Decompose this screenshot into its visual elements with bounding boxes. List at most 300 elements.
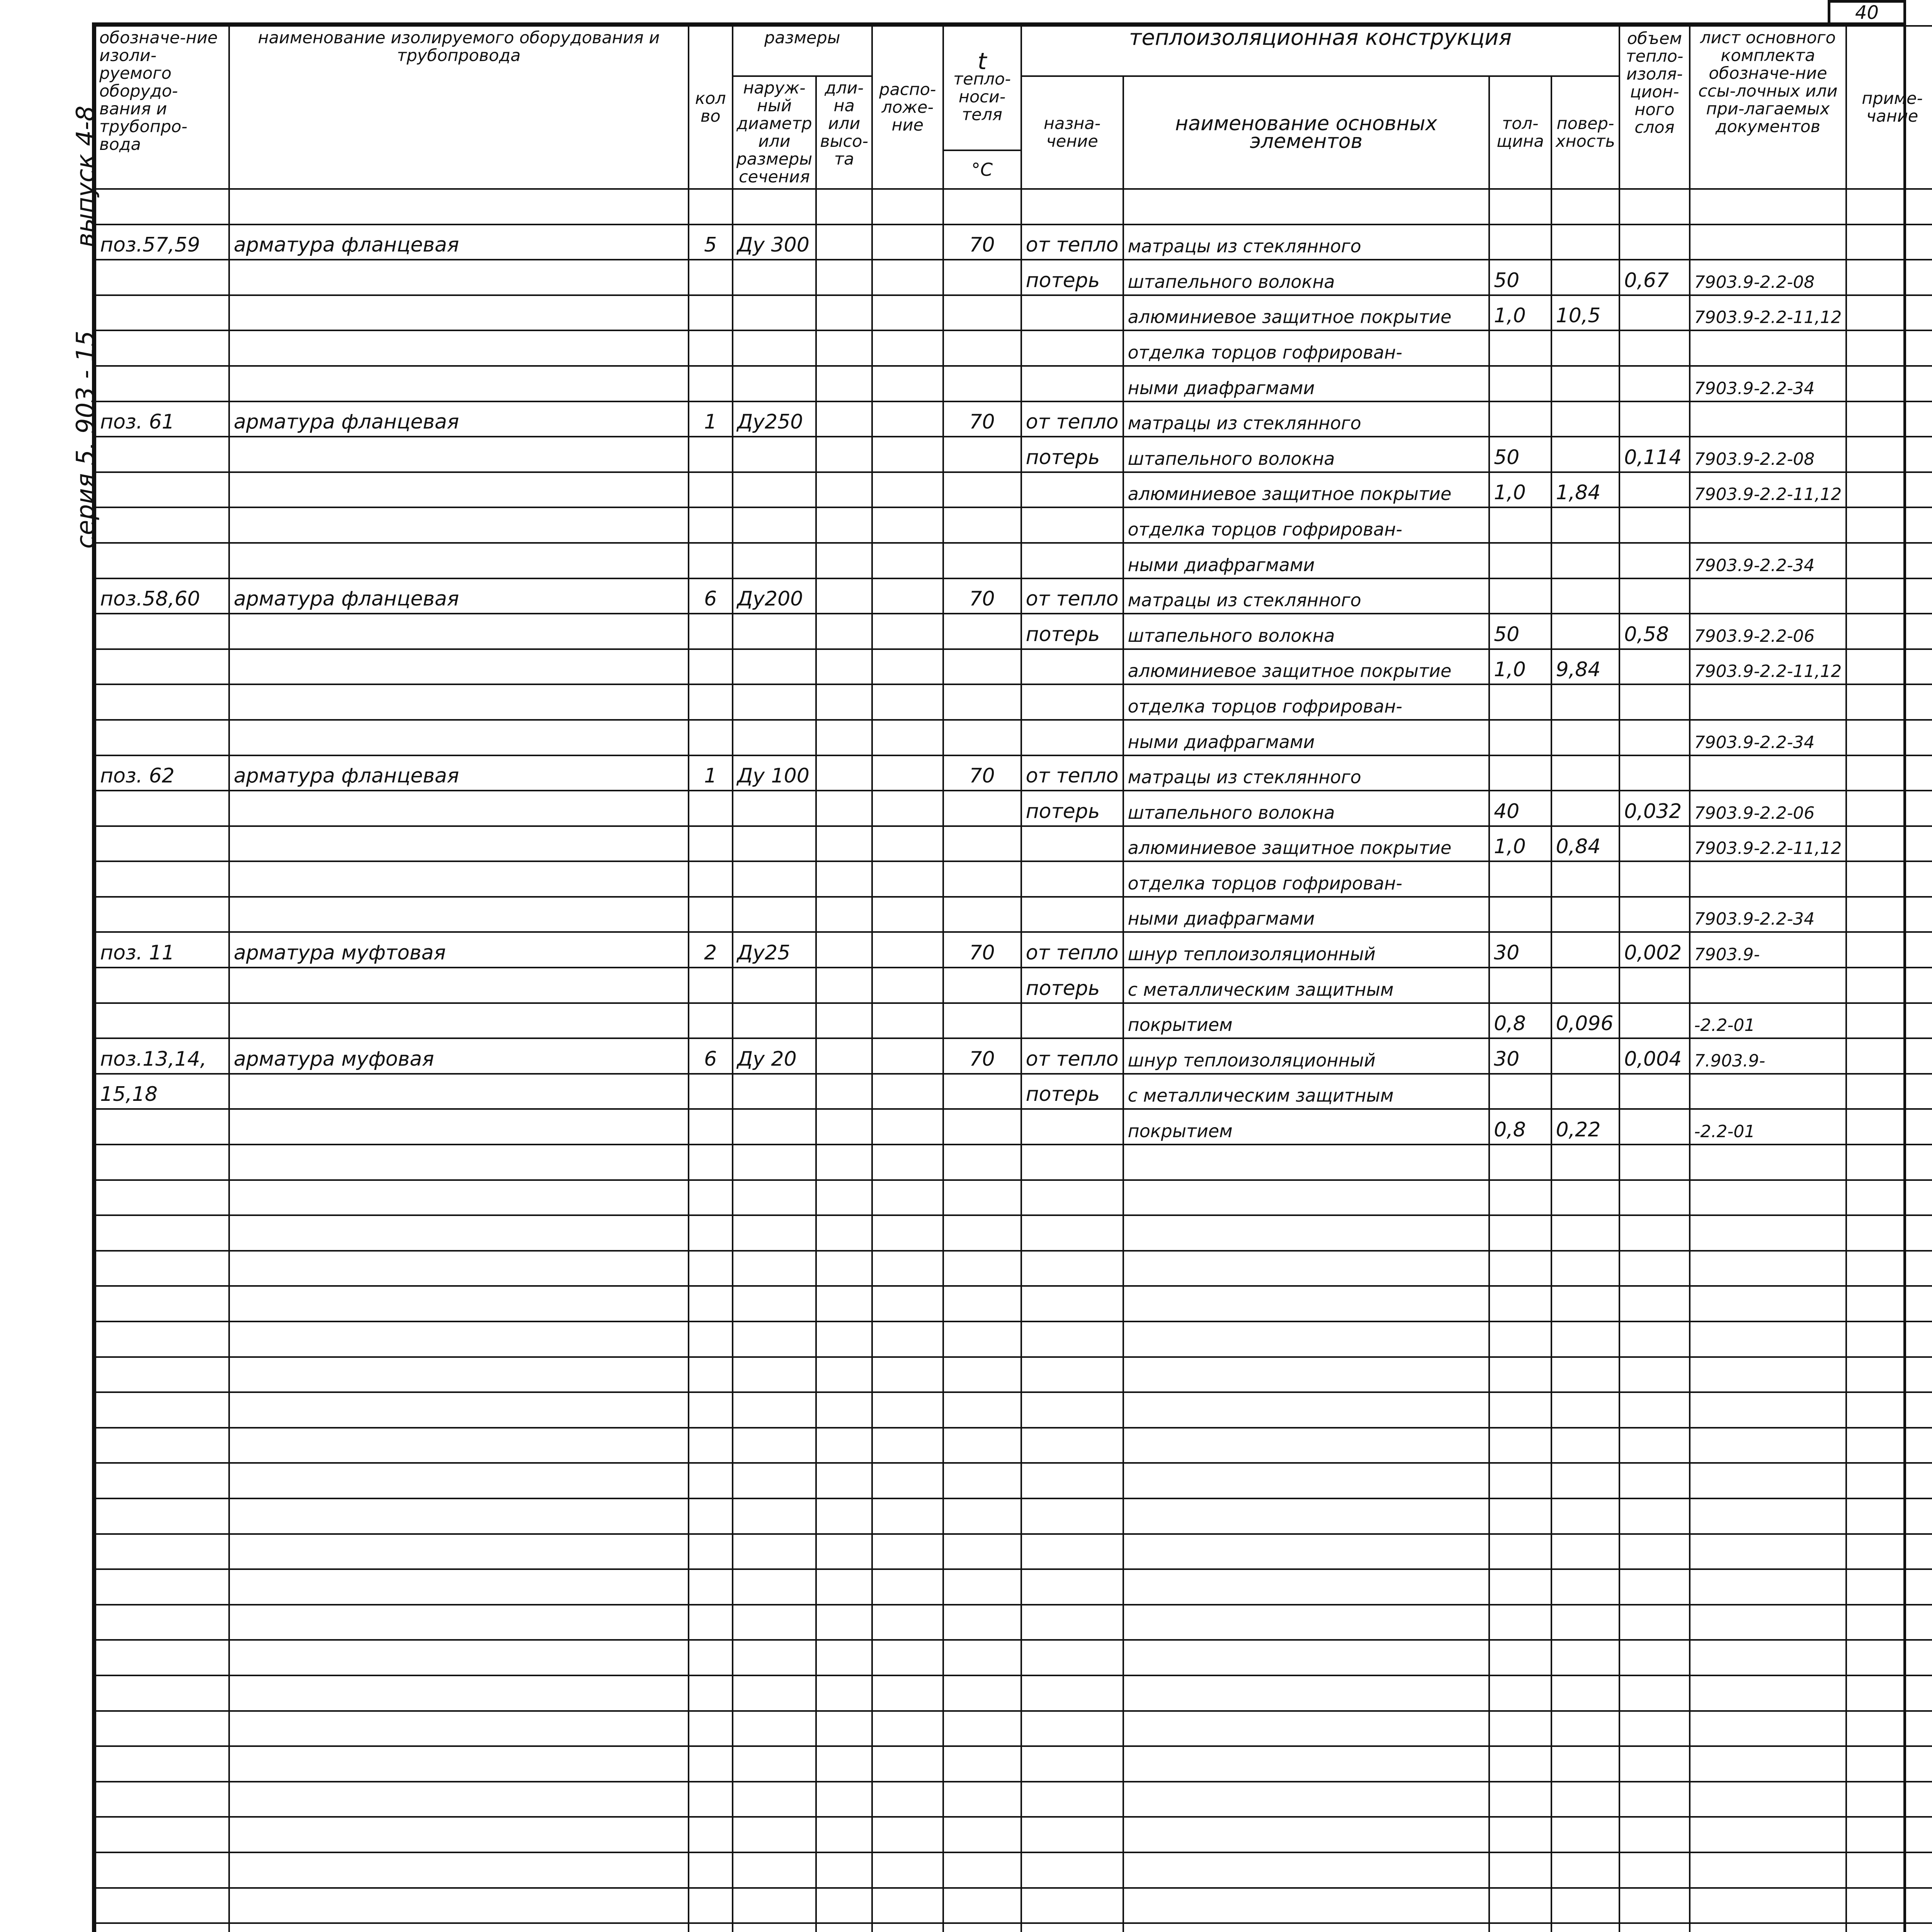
cell-len — [816, 1145, 872, 1180]
cell-diam — [733, 1286, 816, 1321]
cell-des — [95, 1180, 229, 1216]
cell-note — [1846, 791, 1932, 826]
cell-len — [816, 755, 872, 791]
cell-purpose — [1021, 1463, 1123, 1498]
cell-qty — [689, 1180, 733, 1216]
cell-surf — [1551, 1640, 1620, 1675]
cell-des — [95, 1392, 229, 1428]
cell-elem: покрытием — [1123, 1003, 1489, 1039]
cell-des — [95, 507, 229, 543]
cell-diam — [733, 1534, 816, 1570]
cell-loc — [872, 1003, 943, 1039]
cell-doc: 7903.9-2.2-06 — [1690, 791, 1847, 826]
cell-note — [1846, 295, 1932, 331]
cell-len — [816, 1251, 872, 1286]
cell-surf — [1551, 1357, 1620, 1393]
cell-loc — [872, 1463, 943, 1498]
cell-t — [943, 330, 1021, 366]
cell-diam — [733, 1180, 816, 1216]
cell-t — [943, 684, 1021, 720]
cell-t — [943, 1286, 1021, 1321]
cell-t — [943, 366, 1021, 401]
cell-diam — [733, 437, 816, 472]
cell-surf — [1551, 1392, 1620, 1428]
table-row — [95, 1852, 1932, 1888]
cell-surf — [1551, 791, 1620, 826]
series-label: серия 5. 903 - 15 — [71, 330, 100, 549]
cell-doc — [1690, 507, 1847, 543]
cell-qty — [689, 897, 733, 932]
cell-surf — [1551, 507, 1620, 543]
cell-loc — [872, 1392, 943, 1428]
cell-name — [229, 1498, 689, 1534]
cell-len — [816, 189, 872, 224]
cell-purpose — [1021, 1251, 1123, 1286]
cell-name — [229, 366, 689, 401]
table-row — [95, 826, 1932, 862]
cell-purpose — [1021, 684, 1123, 720]
cell-name: арматура фланцевая — [229, 578, 689, 614]
cell-qty — [689, 437, 733, 472]
cell-diam — [733, 1675, 816, 1711]
cell-thk — [1489, 1852, 1551, 1888]
cell-note — [1846, 543, 1932, 578]
table-row — [95, 1109, 1932, 1145]
cell-len — [816, 1817, 872, 1852]
cell-loc — [872, 472, 943, 508]
cell-t — [943, 826, 1021, 862]
cell-thk — [1489, 1711, 1551, 1747]
cell-des — [95, 1640, 229, 1675]
header-outer-diam: наруж-ный диаметр или размеры сечения — [733, 76, 816, 189]
cell-t — [943, 1145, 1021, 1180]
cell-des — [95, 1145, 229, 1180]
cell-len — [816, 1074, 872, 1109]
cell-diam — [733, 614, 816, 649]
cell-doc: 7.903.9- — [1690, 1038, 1847, 1074]
cell-elem: ными диафрагмами — [1123, 897, 1489, 932]
cell-thk — [1489, 1605, 1551, 1640]
table-row — [95, 1003, 1932, 1039]
cell-elem — [1123, 189, 1489, 224]
cell-diam — [733, 1782, 816, 1817]
cell-len — [816, 1463, 872, 1498]
cell-purpose — [1021, 1109, 1123, 1145]
cell-doc: 7903.9- — [1690, 932, 1847, 968]
cell-loc — [872, 1286, 943, 1321]
table-row — [95, 897, 1932, 932]
cell-name: арматура фланцевая — [229, 755, 689, 791]
cell-name — [229, 1109, 689, 1145]
cell-len — [816, 1215, 872, 1251]
cell-name — [229, 791, 689, 826]
cell-loc — [872, 1782, 943, 1817]
cell-thk: 50 — [1489, 614, 1551, 649]
cell-diam: Ду 300 — [733, 224, 816, 260]
cell-doc — [1690, 1711, 1847, 1747]
cell-des — [95, 1817, 229, 1852]
cell-name — [229, 1817, 689, 1852]
table-row — [95, 1888, 1932, 1923]
cell-t: 70 — [943, 578, 1021, 614]
cell-qty — [689, 366, 733, 401]
cell-note — [1846, 507, 1932, 543]
cell-thk: 0,8 — [1489, 1003, 1551, 1039]
cell-vol — [1619, 1109, 1689, 1145]
cell-note — [1846, 826, 1932, 862]
cell-elem: штапельного волокна — [1123, 791, 1489, 826]
cell-loc — [872, 968, 943, 1003]
cell-name — [229, 1215, 689, 1251]
cell-surf — [1551, 1711, 1620, 1747]
cell-des — [95, 437, 229, 472]
cell-des — [95, 1746, 229, 1782]
cell-t — [943, 1357, 1021, 1393]
cell-t — [943, 1923, 1021, 1932]
table-row — [95, 932, 1932, 968]
cell-diam — [733, 1003, 816, 1039]
cell-elem: ными диафрагмами — [1123, 366, 1489, 401]
cell-t — [943, 1074, 1021, 1109]
cell-loc — [872, 330, 943, 366]
cell-note — [1846, 720, 1932, 755]
cell-t — [943, 1534, 1021, 1570]
cell-t — [943, 472, 1021, 508]
cell-name — [229, 1463, 689, 1498]
cell-des — [95, 330, 229, 366]
cell-note — [1846, 614, 1932, 649]
cell-note — [1846, 1498, 1932, 1534]
cell-diam — [733, 472, 816, 508]
cell-qty — [689, 684, 733, 720]
header-sheet-doc: лист основного комплекта обозначе-ние ссы-лочных или при-лагаемых документов — [1690, 26, 1847, 189]
header-location: распо-ложе-ние — [872, 26, 943, 189]
cell-name — [229, 437, 689, 472]
cell-t — [943, 1463, 1021, 1498]
cell-elem: алюминиевое защитное покрытие — [1123, 826, 1489, 862]
table-row — [95, 1817, 1932, 1852]
cell-des — [95, 791, 229, 826]
cell-doc — [1690, 1782, 1847, 1817]
cell-doc — [1690, 1145, 1847, 1180]
cell-note — [1846, 1038, 1932, 1074]
cell-loc — [872, 1498, 943, 1534]
cell-qty — [689, 472, 733, 508]
cell-doc: 7903.9-2.2-11,12 — [1690, 826, 1847, 862]
cell-elem — [1123, 1782, 1489, 1817]
cell-diam — [733, 1746, 816, 1782]
cell-elem — [1123, 1605, 1489, 1640]
cell-qty — [689, 1428, 733, 1463]
cell-thk: 1,0 — [1489, 649, 1551, 685]
cell-len — [816, 1605, 872, 1640]
header-length: дли-на или высо-та — [816, 76, 872, 189]
cell-t — [943, 1782, 1021, 1817]
cell-surf — [1551, 401, 1620, 437]
table-row — [95, 755, 1932, 791]
cell-diam — [733, 1569, 816, 1605]
cell-note — [1846, 1888, 1932, 1923]
cell-vol — [1619, 1782, 1689, 1817]
cell-vol — [1619, 1003, 1689, 1039]
cell-surf — [1551, 1746, 1620, 1782]
cell-note — [1846, 1711, 1932, 1747]
cell-des — [95, 1534, 229, 1570]
cell-loc — [872, 791, 943, 826]
header-designation: обозначе-ние изоли-руемого оборудо-вания и трубопро-вода — [95, 26, 229, 189]
issue-label: выпуск 4-8 — [71, 105, 100, 247]
cell-note — [1846, 1852, 1932, 1888]
cell-qty — [689, 1074, 733, 1109]
cell-thk: 40 — [1489, 791, 1551, 826]
cell-thk — [1489, 1215, 1551, 1251]
cell-doc: 7903.9-2.2-11,12 — [1690, 295, 1847, 331]
cell-diam — [733, 1463, 816, 1498]
cell-doc — [1690, 1463, 1847, 1498]
cell-len — [816, 1640, 872, 1675]
table-row — [95, 1286, 1932, 1321]
cell-t — [943, 1251, 1021, 1286]
cell-len — [816, 861, 872, 897]
cell-elem — [1123, 1428, 1489, 1463]
cell-des — [95, 1923, 229, 1932]
cell-len — [816, 1180, 872, 1216]
cell-t: 70 — [943, 1038, 1021, 1074]
cell-surf — [1551, 1534, 1620, 1570]
cell-note — [1846, 1605, 1932, 1640]
cell-des: поз. 61 — [95, 401, 229, 437]
cell-loc — [872, 260, 943, 295]
cell-thk — [1489, 1534, 1551, 1570]
cell-purpose — [1021, 1711, 1123, 1747]
cell-loc — [872, 1145, 943, 1180]
cell-note — [1846, 1746, 1932, 1782]
cell-qty: 5 — [689, 224, 733, 260]
cell-t — [943, 614, 1021, 649]
cell-qty — [689, 1711, 733, 1747]
cell-qty: 1 — [689, 401, 733, 437]
cell-purpose: потерь — [1021, 437, 1123, 472]
cell-des — [95, 968, 229, 1003]
cell-elem — [1123, 1145, 1489, 1180]
cell-qty — [689, 1888, 733, 1923]
table-row — [95, 1428, 1932, 1463]
cell-note — [1846, 1534, 1932, 1570]
cell-len — [816, 968, 872, 1003]
cell-thk — [1489, 1675, 1551, 1711]
cell-doc — [1690, 578, 1847, 614]
cell-vol — [1619, 1640, 1689, 1675]
cell-len — [816, 1888, 872, 1923]
cell-vol — [1619, 1074, 1689, 1109]
cell-loc — [872, 295, 943, 331]
cell-note — [1846, 224, 1932, 260]
cell-des: поз. 11 — [95, 932, 229, 968]
cell-purpose — [1021, 543, 1123, 578]
cell-qty — [689, 1817, 733, 1852]
cell-note — [1846, 1286, 1932, 1321]
cell-elem — [1123, 1180, 1489, 1216]
header-volume — [1619, 26, 1689, 189]
cell-t: 70 — [943, 755, 1021, 791]
cell-name — [229, 1074, 689, 1109]
cell-purpose — [1021, 189, 1123, 224]
cell-t — [943, 1711, 1021, 1747]
cell-surf — [1551, 189, 1620, 224]
cell-qty — [689, 1852, 733, 1888]
cell-diam — [733, 366, 816, 401]
cell-name — [229, 1392, 689, 1428]
cell-vol — [1619, 578, 1689, 614]
cell-loc — [872, 1357, 943, 1393]
table-row — [95, 649, 1932, 685]
table-row — [95, 401, 1932, 437]
cell-doc: 7903.9-2.2-34 — [1690, 897, 1847, 932]
cell-doc: 7903.9-2.2-06 — [1690, 614, 1847, 649]
cell-loc — [872, 1321, 943, 1357]
cell-surf — [1551, 684, 1620, 720]
cell-doc — [1690, 1569, 1847, 1605]
cell-name: арматура муфовая — [229, 1038, 689, 1074]
cell-qty — [689, 507, 733, 543]
cell-len — [816, 1711, 872, 1747]
cell-loc — [872, 366, 943, 401]
cell-purpose: от тепло — [1021, 578, 1123, 614]
cell-diam — [733, 1357, 816, 1393]
header-notes: приме-чание — [1846, 26, 1932, 189]
cell-elem — [1123, 1357, 1489, 1393]
cell-elem: алюминиевое защитное покрытие — [1123, 472, 1489, 508]
cell-qty — [689, 1251, 733, 1286]
cell-loc — [872, 684, 943, 720]
table-row — [95, 1215, 1932, 1251]
cell-loc — [872, 861, 943, 897]
cell-doc: -2.2-01 — [1690, 1003, 1847, 1039]
cell-note — [1846, 1428, 1932, 1463]
table-row — [95, 614, 1932, 649]
cell-vol — [1619, 826, 1689, 862]
cell-thk: 1,0 — [1489, 826, 1551, 862]
cell-thk — [1489, 968, 1551, 1003]
cell-purpose — [1021, 1817, 1123, 1852]
cell-qty — [689, 1145, 733, 1180]
table-row — [95, 1675, 1932, 1711]
table-row — [95, 684, 1932, 720]
cell-purpose — [1021, 720, 1123, 755]
cell-name — [229, 1569, 689, 1605]
cell-loc — [872, 1180, 943, 1216]
cell-surf — [1551, 1605, 1620, 1640]
table-row — [95, 968, 1932, 1003]
cell-note — [1846, 437, 1932, 472]
cell-thk — [1489, 1463, 1551, 1498]
cell-diam — [733, 260, 816, 295]
sheet-corner-number: 40 — [1828, 0, 1906, 22]
cell-diam — [733, 1392, 816, 1428]
cell-diam: Ду200 — [733, 578, 816, 614]
cell-doc — [1690, 1392, 1847, 1428]
cell-t — [943, 189, 1021, 224]
table-row — [95, 1251, 1932, 1286]
cell-name — [229, 1534, 689, 1570]
cell-thk — [1489, 684, 1551, 720]
cell-doc — [1690, 1888, 1847, 1923]
cell-des: поз. 62 — [95, 755, 229, 791]
cell-loc — [872, 1074, 943, 1109]
table-row — [95, 1321, 1932, 1357]
cell-purpose — [1021, 1675, 1123, 1711]
cell-vol — [1619, 401, 1689, 437]
cell-diam — [733, 1109, 816, 1145]
cell-elem: ными диафрагмами — [1123, 720, 1489, 755]
cell-purpose — [1021, 1003, 1123, 1039]
cell-len — [816, 330, 872, 366]
cell-qty — [689, 1782, 733, 1817]
cell-purpose: от тепло — [1021, 755, 1123, 791]
cell-thk — [1489, 1286, 1551, 1321]
cell-note — [1846, 1003, 1932, 1039]
cell-doc: 7903.9-2.2-34 — [1690, 720, 1847, 755]
cell-len — [816, 1321, 872, 1357]
cell-loc — [872, 543, 943, 578]
cell-doc: 7903.9-2.2-11,12 — [1690, 472, 1847, 508]
temp-label: тепло-носи-теля — [953, 70, 1011, 124]
cell-elem: шнур теплоизоляционный — [1123, 1038, 1489, 1074]
cell-thk — [1489, 1498, 1551, 1534]
cell-vol — [1619, 1321, 1689, 1357]
cell-elem — [1123, 1392, 1489, 1428]
cell-vol: 0,58 — [1619, 614, 1689, 649]
cell-doc — [1690, 1074, 1847, 1109]
cell-thk — [1489, 1145, 1551, 1180]
table-row — [95, 224, 1932, 260]
cell-purpose — [1021, 1534, 1123, 1570]
cell-thk — [1489, 1392, 1551, 1428]
cell-diam — [733, 968, 816, 1003]
cell-note — [1846, 684, 1932, 720]
cell-des — [95, 684, 229, 720]
cell-loc — [872, 1746, 943, 1782]
cell-elem — [1123, 1534, 1489, 1570]
cell-des — [95, 1463, 229, 1498]
cell-doc — [1690, 1817, 1847, 1852]
cell-surf: 1,84 — [1551, 472, 1620, 508]
cell-name — [229, 330, 689, 366]
cell-qty — [689, 720, 733, 755]
cell-purpose: от тепло — [1021, 224, 1123, 260]
cell-diam — [733, 295, 816, 331]
cell-qty — [689, 791, 733, 826]
cell-len — [816, 472, 872, 508]
cell-len — [816, 295, 872, 331]
volume-label: объем тепло-изоля-цион-ного слоя — [1626, 29, 1684, 137]
cell-elem — [1123, 1852, 1489, 1888]
cell-elem: матрацы из стеклянного — [1123, 578, 1489, 614]
cell-len — [816, 1534, 872, 1570]
cell-len — [816, 1498, 872, 1534]
cell-qty — [689, 1498, 733, 1534]
header-sizes: размеры — [733, 26, 872, 76]
cell-name — [229, 1888, 689, 1923]
cell-vol — [1619, 295, 1689, 331]
cell-len — [816, 897, 872, 932]
cell-len — [816, 366, 872, 401]
cell-qty — [689, 260, 733, 295]
cell-thk — [1489, 1428, 1551, 1463]
cell-name — [229, 1675, 689, 1711]
cell-diam — [733, 189, 816, 224]
cell-doc — [1690, 189, 1847, 224]
